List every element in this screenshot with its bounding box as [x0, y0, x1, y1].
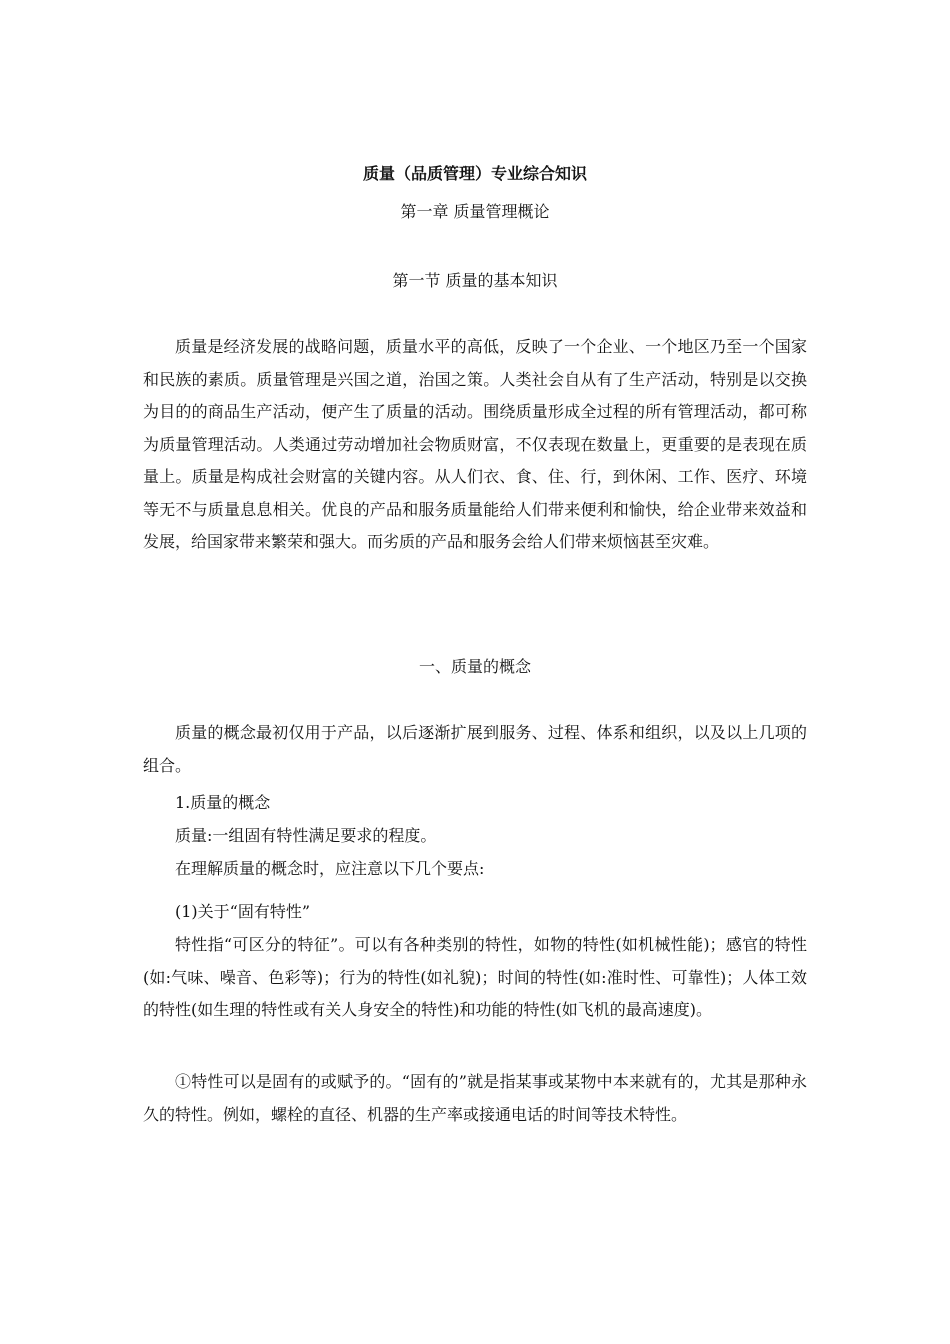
definition-line: 质量:一组固有特性满足要求的程度。 — [175, 826, 437, 845]
section-heading: 第一节 质量的基本知识 — [392, 271, 558, 290]
intro-paragraph: 质量是经济发展的战略问题，质量水平的高低，反映了一个企业、一个地区乃至一个国家和民族的素质。质量管理是兴国之道，治国之策。人类社会自从有了生产活动，特别是以交换为目的的商品生产活动，便产生了质量的活动。围绕质量形成全过程的所有管理活动，都可称为质量管理活动。人类通过劳动增加社会物质财富，不仅表现在数量上，更重要的是表现在质量上。质量是构成社会财富的关键内容。从人们衣、食、住、行，到休闲、工作、医疗、环境等无不与质量息息相关。优良的产品和服务质量能给人们带来便利和愉快，给企业带来效益和发展，给国家带来繁荣和强大。而劣质的产品和服务会给人们带来烦恼甚至灾难。 — [143, 337, 807, 551]
chapter-heading: 第一章 质量管理概论 — [400, 202, 550, 221]
note-intro-line: 在理解质量的概念时，应注意以下几个要点: — [175, 859, 485, 878]
subsection-heading: 一、质量的概念 — [418, 657, 531, 676]
inherent-characteristics-paragraph: ①特性可以是固有的或赋予的。“固有的”就是指某事或某物中本来就有的，尤其是那种永久的特性。例如，螺栓的直径、机器的生产率或接通电话的时间等技术特性。 — [143, 1072, 807, 1124]
characteristics-paragraph: 特性指“可区分的特征”。可以有各种类别的特性，如物的特性(如机械性能)；感官的特性(如:气味、噪音、色彩等)；行为的特性(如礼貌)；时间的特性(如:准时性、可靠性)；人体工效的特性(如生理的特性或有关人身安全的特性)和功能的特性(如飞机的最高速度)。 — [143, 935, 807, 1019]
point-heading: (1)关于“固有特性” — [175, 902, 311, 921]
concept-paragraph: 质量的概念最初仅用于产品，以后逐渐扩展到服务、过程、体系和组织，以及以上几项的组合。 — [143, 723, 807, 775]
document-title: 质量（品质管理）专业综合知识 — [362, 164, 587, 183]
item-heading: 1.质量的概念 — [175, 793, 271, 812]
